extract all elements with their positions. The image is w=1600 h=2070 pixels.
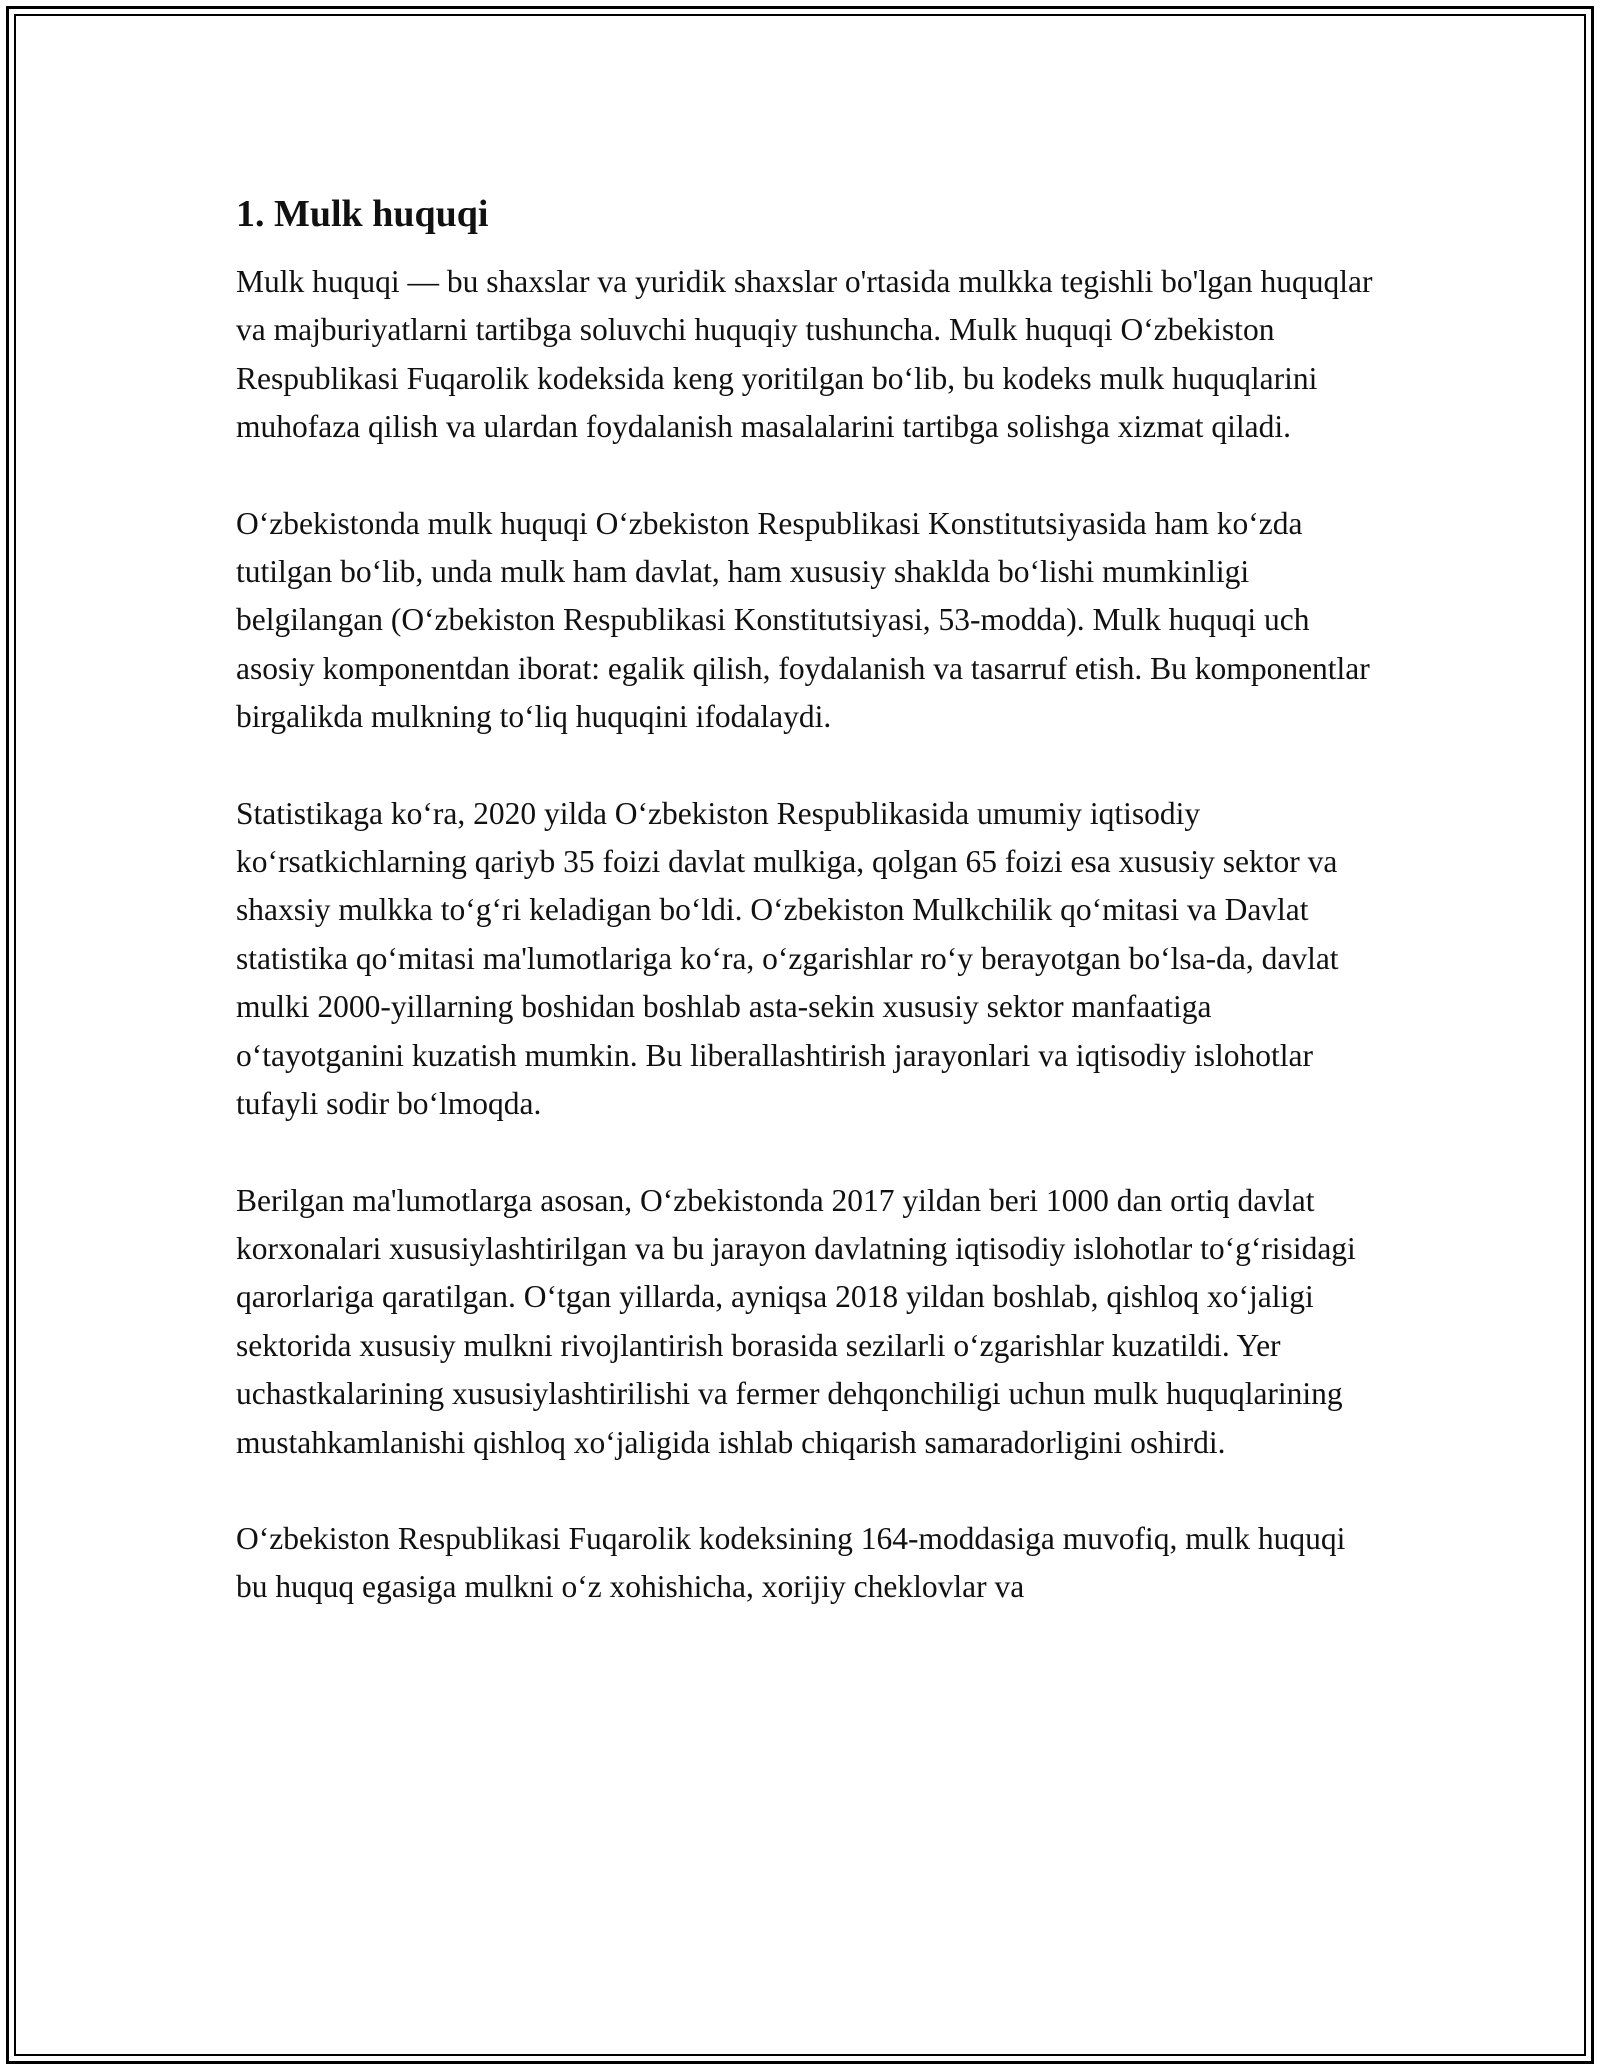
document-body: [236, 186, 1376, 1660]
paragraph-2: Oʻzbekistonda mulk huquqi Oʻzbekiston Respublikasi Konstitutsiyasida ham koʻzda tutilgan boʻlib, unda mulk ham davlat, ham xususiy shaklda boʻlishi mumkinligi belgilangan (Oʻzbekiston Respublikasi Konstitutsiyasi, 53-modda). Mulk huquqi uch asosiy komponentdan iborat: egalik qilish, foydalanish va tasarruf etish. Bu komponentlar birgalikda mulkning toʻliq huquqini ifodalaydi.: [236, 505, 1370, 735]
paragraph-4: Berilgan ma'lumotlarga asosan, Oʻzbekistonda 2017 yildan beri 1000 dan ortiq davlat korxonalari xususiylashtirilgan va bu jarayon davlatning iqtisodiy islohotlar toʻgʻrisidagi qarorlariga qaratilgan. Oʻtgan yillarda, ayniqsa 2018 yildan boshlab, qishloq xoʻjaligi sektorida xususiy mulkni rivojlantirish borasida sezilarli oʻzgarishlar kuzatildi. Yer uchastkalarining xususiylashtirilishi va fermer dehqonchiligi uchun mulk huquqlarining mustahkamlanishi qishloq xoʻjaligida ishlab chiqarish samaradorligini oshirdi.: [236, 1182, 1356, 1460]
paragraph-5: Oʻzbekiston Respublikasi Fuqarolik kodeksining 164-moddasiga muvofiq, mulk huquqi bu huquq egasiga mulkni oʻz xohishicha, xorijiy cheklovlar va: [236, 1520, 1346, 1605]
paragraph-3: Statistikaga koʻra, 2020 yilda Oʻzbekiston Respublikasida umumiy iqtisodiy koʻrsatkichlarning qariyb 35 foizi davlat mulkiga, qolgan 65 foizi esa xususiy sektor va shaxsiy mulkka toʻgʻri keladigan boʻldi. Oʻzbekiston Mulkchilik qoʻmitasi va Davlat statistika qoʻmitasi ma'lumotlariga koʻra, oʻzgarishlar roʻy berayotgan boʻlsa-da, davlat mulki 2000-yillarning boshidan boshlab asta-sekin xususiy sektor manfaatiga oʻtayotganini kuzatish mumkin. Bu liberallashtirish jarayonlari va iqtisodiy islohotlar tufayli sodir boʻlmoqda.: [236, 795, 1339, 1122]
paragraph-1: Mulk huquqi — bu shaxslar va yuridik shaxslar o'rtasida mulkka tegishli bo'lgan huquqlar va majburiyatlarni tartibga soluvchi huquqiy tushuncha. Mulk huquqi Oʻzbekiston Respublikasi Fuqarolik kodeksida keng yoritilgan boʻlib, bu kodeks mulk huquqlarini muhofaza qilish va ulardan foydalanish masalalarini tartibga solishga xizmat qiladi.: [236, 264, 1373, 445]
section-heading: 1. Mulk huquqi: [236, 193, 489, 235]
